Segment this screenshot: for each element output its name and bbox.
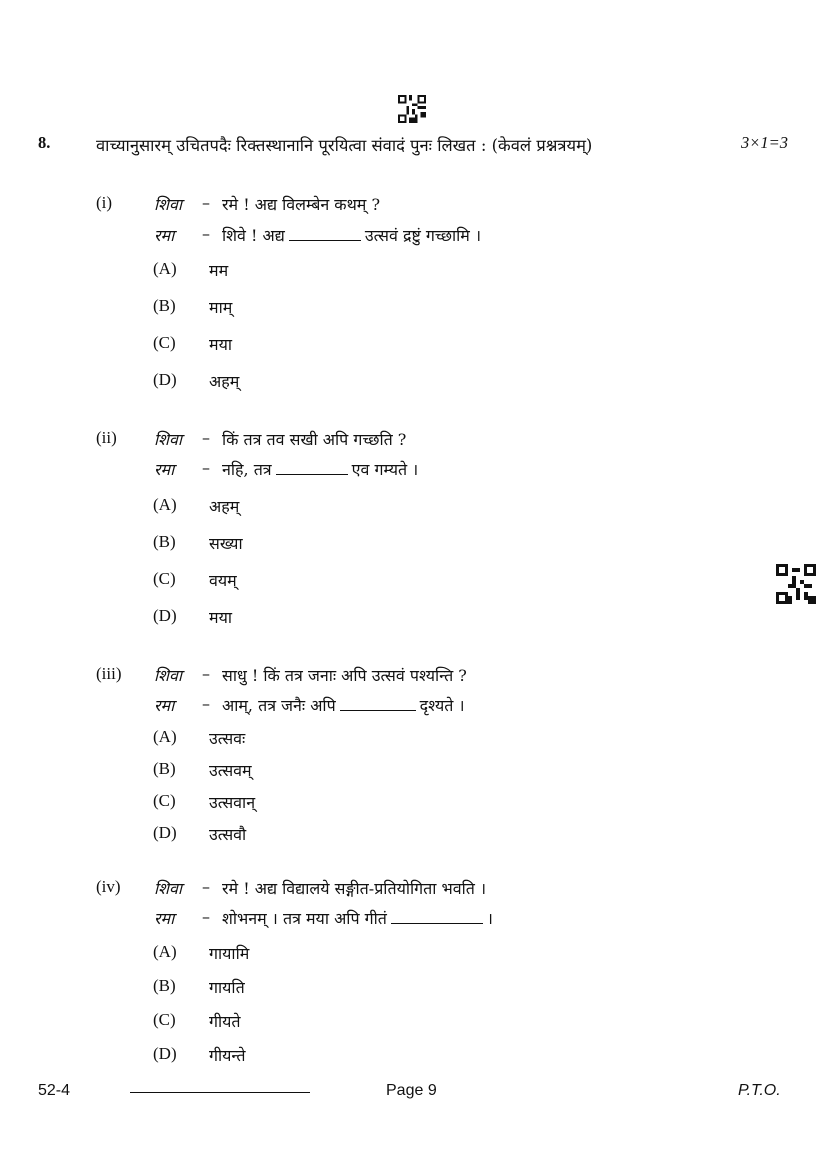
speaker-shiva: शिवा — [154, 879, 183, 898]
option-label: (C) — [153, 791, 176, 810]
option-label: (D) — [153, 370, 177, 389]
part-label: (iii) — [96, 664, 122, 683]
option-label: (A) — [153, 495, 177, 514]
speaker-shiva: शिवा — [154, 430, 183, 449]
line-before-blank: नहि, तत्र — [222, 460, 272, 479]
part-label: (ii) — [96, 428, 117, 447]
dash: – — [202, 224, 210, 243]
option-label: (D) — [153, 1044, 177, 1063]
qr-code-top-icon — [398, 95, 426, 123]
option-text: गायामि — [209, 944, 250, 963]
speaker-rama: रमा — [154, 460, 175, 479]
speaker-rama: रमा — [154, 696, 175, 715]
option-text: मम — [209, 261, 229, 280]
option-label: (A) — [153, 259, 177, 278]
line-after-blank: उत्सवं द्रष्टुं गच्छामि । — [364, 226, 482, 245]
line-after-blank: दृश्यते । — [419, 696, 465, 715]
line-before-blank: शिवे ! अद्य — [222, 226, 285, 245]
qr-code-side-icon — [776, 564, 816, 604]
option-text: उत्सवान् — [209, 793, 256, 812]
dialogue-line: किं तत्र तव सखी अपि गच्छति ? — [222, 430, 407, 449]
question-marks: 3×1=3 — [740, 133, 788, 152]
option-label: (A) — [153, 727, 177, 746]
option-text: उत्सवः — [209, 729, 246, 748]
option-label: (C) — [153, 1010, 176, 1029]
option-text: वयम् — [209, 571, 237, 590]
option-text: मया — [209, 335, 232, 354]
option-label: (B) — [153, 759, 176, 778]
option-text: सख्या — [209, 534, 243, 553]
footer-rule — [130, 1092, 310, 1093]
question-instruction: वाच्यानुसारम् उचितपदैः रिक्तस्थानानि पूरयित्वा संवादं पुनः लिखत : (केवलं प्रश्नत्रयम्) — [96, 136, 593, 155]
answer-blank — [340, 696, 416, 711]
speaker-shiva: शिवा — [154, 195, 183, 214]
option-text: गीयन्ते — [209, 1046, 246, 1065]
line-before-blank: आम्, तत्र जनैः अपि — [222, 696, 336, 715]
part-label: (iv) — [96, 877, 121, 896]
answer-blank — [391, 909, 483, 924]
dialogue-line-with-blank — [222, 224, 481, 246]
dialogue-line-with-blank — [222, 694, 465, 716]
option-text: मया — [209, 608, 232, 627]
speaker-rama: रमा — [154, 226, 175, 245]
page-number: Page 9 — [386, 1082, 437, 1099]
dash: – — [202, 193, 210, 212]
dash: – — [202, 458, 210, 477]
option-label: (A) — [153, 942, 177, 961]
option-label: (C) — [153, 569, 176, 588]
line-after-blank: एव गम्यते । — [351, 460, 419, 479]
dash: – — [202, 694, 210, 713]
option-text: गीयते — [209, 1012, 241, 1031]
speaker-shiva: शिवा — [154, 666, 183, 685]
part-label: (i) — [96, 193, 113, 212]
option-text: उत्सवौ — [209, 825, 247, 844]
dash: – — [202, 877, 210, 896]
question-number: 8. — [38, 133, 51, 152]
dash: – — [202, 664, 210, 683]
option-label: (D) — [153, 606, 177, 625]
option-text: माम् — [209, 298, 233, 317]
option-label: (D) — [153, 823, 177, 842]
option-text: गायति — [209, 978, 245, 997]
line-after-blank: । — [486, 909, 493, 928]
dialogue-line: साधु ! किं तत्र जनाः अपि उत्सवं पश्यन्ति ? — [222, 666, 467, 685]
paper-code: 52-4 — [38, 1082, 71, 1099]
dialogue-line: रमे ! अद्य विलम्बेन कथम् ? — [222, 195, 381, 214]
option-text: अहम् — [209, 372, 240, 391]
speaker-rama: रमा — [154, 909, 175, 928]
answer-blank — [276, 460, 348, 475]
option-label: (B) — [153, 296, 176, 315]
answer-blank — [289, 226, 361, 241]
dialogue-line: रमे ! अद्य विद्यालये सङ्गीत-प्रतियोगिता भवति । — [222, 879, 487, 898]
please-turn-over: P.T.O. — [738, 1082, 781, 1099]
option-text: अहम् — [209, 497, 240, 516]
option-label: (B) — [153, 976, 176, 995]
dialogue-line-with-blank — [222, 907, 493, 929]
dialogue-line-with-blank — [222, 458, 418, 480]
option-label: (B) — [153, 532, 176, 551]
option-label: (C) — [153, 333, 176, 352]
dash: – — [202, 907, 210, 926]
line-before-blank: शोभनम् । तत्र मया अपि गीतं — [222, 909, 387, 928]
option-text: उत्सवम् — [209, 761, 252, 780]
dash: – — [202, 428, 210, 447]
